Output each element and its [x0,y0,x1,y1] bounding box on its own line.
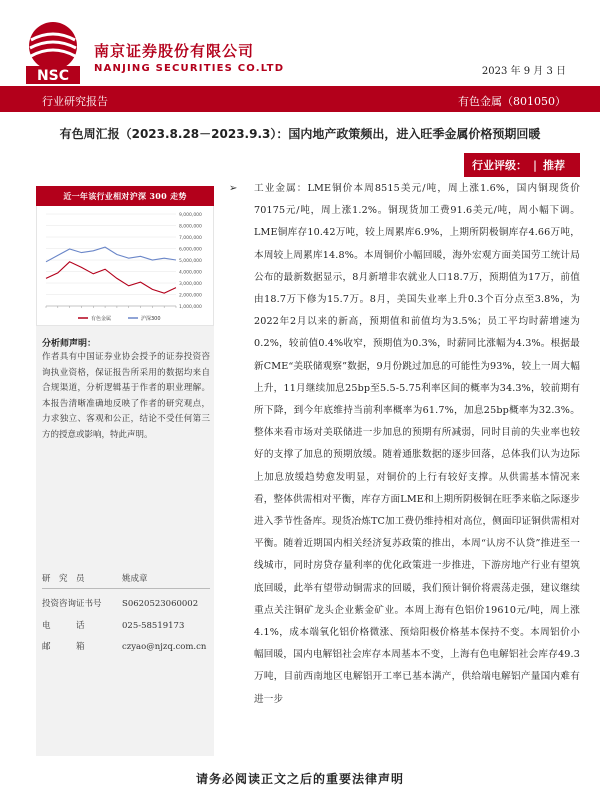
tick-label: 3,000,000 [179,282,202,287]
tick-label: 8,000,000 [179,224,202,230]
contact-phone [42,619,210,631]
contact-researcher [42,572,210,584]
contact-value: 姚成章 [122,574,148,584]
tick-label: 6,000,000 [179,247,202,253]
rating-separator: | [533,158,538,172]
analyst-statement-heading: 分析师声明： [42,339,97,349]
contact-label: 电 话 [42,621,85,631]
tick-label: 5,000,000 [179,259,202,264]
contact-email [42,640,210,652]
series-line [46,247,176,262]
contact-label: 研 究 员 [42,574,85,584]
report-title: 有色周汇报（2023.8.28－2023.9.3）：国内地产政策频出，进入旺季金属价格预期回暖 [59,127,541,141]
series-line [46,262,176,293]
chart-title: 近一年该行业相对沪深 300 走势 [36,186,214,206]
rating-value: 推荐 [543,159,566,172]
industry-rating [464,153,580,177]
rating-label: 行业评级： [472,159,527,172]
analyst-statement: 作者具有中国证券业协会授予的证券投资咨询执业资格，保证报告所采用的数据均来自合规渠道，分析逻辑基于作者的职业理解。本报告清晰准确地反映了作者的研究观点，力求独立、客观和公正，结论不受任何第三方的授意或影响，特此声明。 [42,352,210,440]
company-name-cn: 南京证券股份有限公司 [94,42,255,60]
tick-label: 1,000,000 [179,305,202,310]
report-date: 2023 年 9 月 3 日 [481,66,566,77]
legend-label: 有色金属 [91,316,112,322]
company-name-en: NANJING SECURITIES CO.LTD [94,63,285,74]
industry-code: 有色金属（801050） [458,95,566,108]
tick-label: 7,000,000 [179,236,202,241]
divider [42,588,210,589]
contact-value[interactable]: czyao@njzq.com.cn [122,642,207,652]
contact-value: S0620523060002 [122,599,199,609]
report-type: 行业研究报告 [42,95,108,108]
contact-label: 投资咨询证书号 [42,599,102,609]
bullet-arrow-icon: ➢ [229,183,238,194]
legend-label: 沪深300 [141,316,161,322]
contact-value: 025-58519173 [122,621,185,631]
nsc-logo [22,20,84,90]
contact-label: 邮 箱 [42,642,85,652]
tick-label: 4,000,000 [179,270,202,276]
logo-text: NSC [36,68,70,84]
legal-notice: 请务必阅读正文之后的重要法律声明 [195,772,404,786]
tick-label: 2,000,000 [179,293,202,299]
contact-license [42,597,210,609]
relative-performance-chart [38,208,212,324]
tick-label: 9,000,000 [179,213,202,218]
body-paragraph: 工业金属：LME铜价本周8515美元/吨，周上涨1.6%，国内铜现货价70175元/吨，周上涨1.2%。铜现货加工费91.6美元/吨，周小幅下调。LME铜库存10.42万吨，较上周累库6.9%，上期所阴极铜库存4.66万吨，本周较上周累库14.8%。本周铜价小幅回暖，海外宏观方面美国劳工统计局公布的最新数据显示，8月新增非农就业人口18.7万，预期值为17万，前值由18.7万下修为15.7万。8月，美国失业率上升0.3个百分点至3.8%，为2022年2月以来的新高，预期值和前值均为3.5%；员工平均时薪增速为0.2%，较前值0.4%收窄，预期值为0.3%，时薪同比涨幅为4.3%。根据最新CME“美联储观察”数据，9月份跳过加息的可能性为93%，较上一周大幅上升，11月继续加息25bp至5.5-5.75利率区间的概率为34.3%，较前期有所下降，到今年底维持当前利率概率为61.7%，加息25bp概率为32.3%。整体来看市场对美联储进一步加息的预期有所减弱，同时目前的失业率也较好的支撑了加息的预期放缓。随着通胀数据的逐步回落，总体我们认为边际上加息放缓趋势愈发明显，对铜价的上行有较好支撑。从供需基本情况来看，整体供需相对平衡，库存方面LME和上期所阴极铜在旺季来临之际逐步进入季节性备库。现货冶炼TC加工费仍维持相对高位，侧面印证铜供需相对平衡。随着近期国内相关经济复苏政策的推出，本周“认房不认贷”推进至一线城市，同时房贷存量利率的优化政策进一步推进，下游房地产行业有望筑底回暖，此举有望带动铜需求的回暖，我们预计铜价将震荡走强，建议继续重点关注铜矿龙头企业紫金矿业。本周上海有色铝价19610元/吨，周上涨4.1%，成本端氧化铝价格微涨、预焙阳极价格基本保持不变。本周铝价小幅回暖，国内电解铝社会库存本周基本不变，上海有色电解铝社会库存49.3万吨，目前西南地区电解铝开工率已基本满产，供给端电解铝产量国内难有进一步 [254,183,580,705]
